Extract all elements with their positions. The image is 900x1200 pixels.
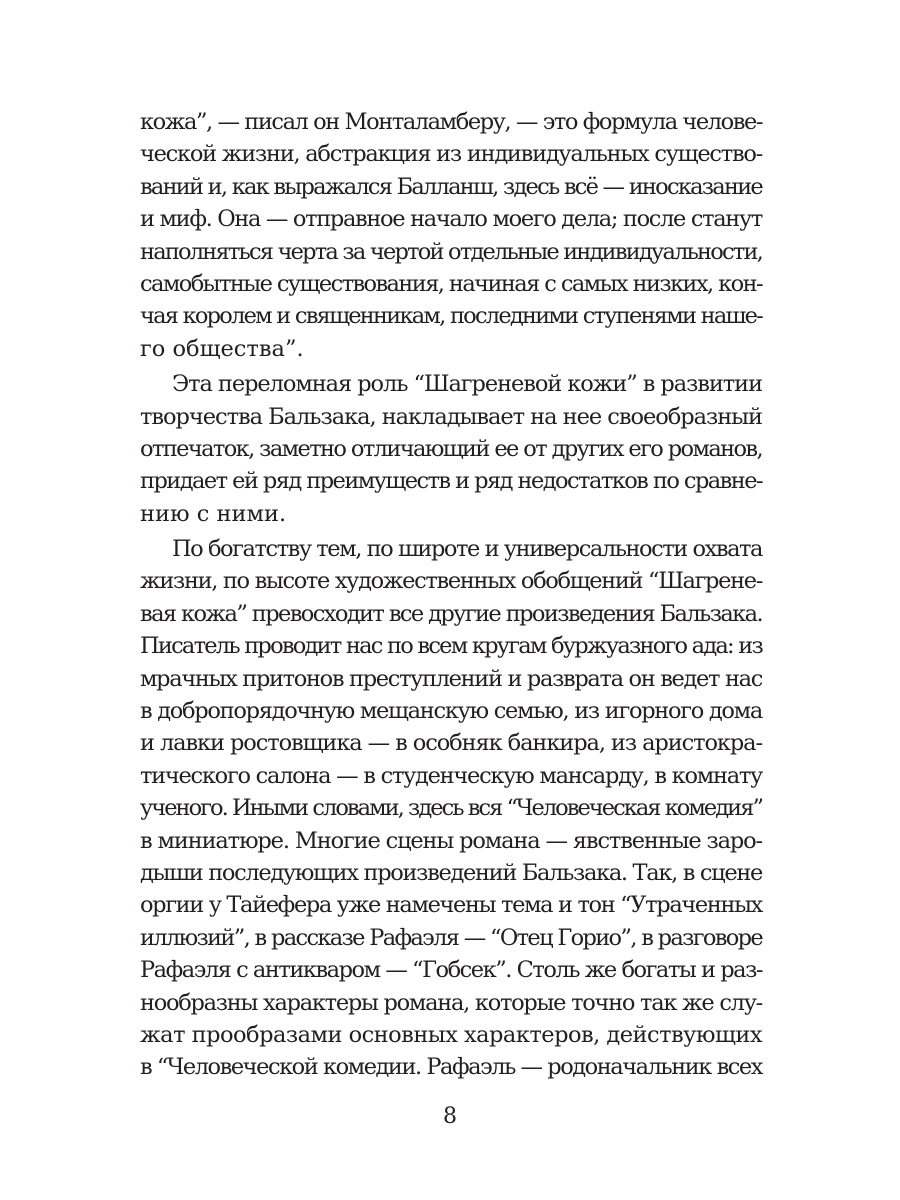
text-line: в миниатюре. Многие сцены романа — явственные заро- <box>140 827 762 854</box>
text-line: ческой жизни, абстракция из индивидуальных существо- <box>140 141 762 168</box>
text-line: Рафаэля с антикваром — “Гобсек”. Столь же богаты и раз- <box>140 957 762 984</box>
text-line: кожа”, — писал он Монталамберу, — это формула челове- <box>140 109 763 135</box>
text-line: Писатель проводит нас по всем кругам буржуазного ада: из <box>140 633 762 660</box>
text-line: го общества”. <box>140 335 304 362</box>
text-line: жат прообразами основных характеров, действующих <box>140 1021 762 1048</box>
text-line: ученого. Иными словами, здесь вся “Человеческая комедия” <box>140 795 762 822</box>
text-line: Эта переломная роль “Шагреневой кожи” в развитии <box>172 371 763 398</box>
text-line: нообразны характеры романа, которые точно так же слу- <box>140 989 762 1016</box>
text-line: жизни, по высоте художественных обобщений “Шагрене- <box>140 568 762 595</box>
text-line: мрачных притонов преступлений и разврата он ведет нас <box>140 665 762 692</box>
text-line: ваний и, как выражался Балланш, здесь всё — иносказание <box>140 173 762 200</box>
text-line: в добропорядочную мещанскую семью, из игорного дома <box>140 698 763 725</box>
text-line: нию с ними. <box>140 500 287 527</box>
text-line: самобытные существования, начиная с самых низких, кон- <box>140 270 763 297</box>
text-line: иллюзий”, в рассказе Рафаэля — “Отец Горио”, в разговоре <box>140 924 763 951</box>
text-line: наполняться черта за чертой отдельные индивидуальности, <box>140 238 763 265</box>
text-line: творчества Бальзака, накладывает на нее своеобразный <box>140 403 763 430</box>
text-line: отпечаток, заметно отличающий ее от других его романов, <box>140 435 763 462</box>
paragraph-1 <box>140 106 762 365</box>
text-line: и лавки ростовщика — в особняк банкира, из аристокра- <box>140 730 762 757</box>
text-line: оргии у Тайефера уже намечены тема и тон “Утраченных <box>140 892 762 919</box>
text-line: чая королем и священникам, последними ступенями наше- <box>140 303 763 330</box>
text-line: в “Человеческой комедии. Рафаэль — родоначальник всех <box>140 1054 762 1081</box>
paragraph-2 <box>140 368 762 530</box>
text-line: дыши последующих произведений Бальзака. Так, в сцене <box>140 859 762 886</box>
text-line: По богатству тем, по широте и универсальности охвата <box>172 536 763 563</box>
page-number: 8 <box>443 1104 457 1129</box>
text-line: придает ей ряд преимуществ и ряд недостатков по сравне- <box>140 468 763 495</box>
body-text <box>140 106 762 1084</box>
text-line: и миф. Она — отправное начало моего дела; после станут <box>140 206 762 233</box>
text-line: тического салона — в студенческую мансарду, в комнату <box>140 762 763 789</box>
text-line: вая кожа” превосходит все другие произведения Бальзака. <box>140 600 763 627</box>
paragraph-3 <box>140 533 762 1084</box>
